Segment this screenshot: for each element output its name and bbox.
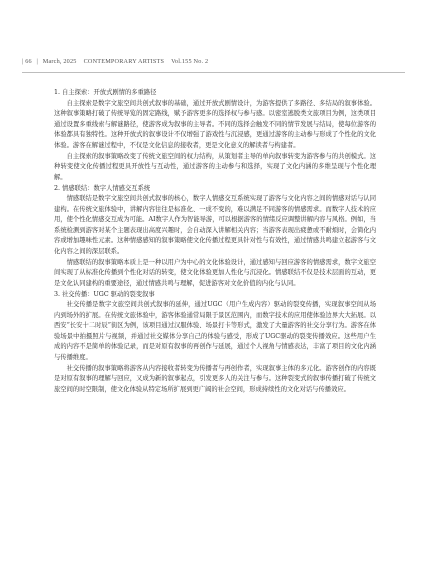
volume-info: Vol.155 No. 2	[171, 58, 209, 65]
section-3	[54, 290, 376, 396]
page-number: 66	[25, 58, 32, 65]
section-heading: 3. 社交传播：UGC 驱动的裂变叙事	[54, 290, 155, 298]
section-2	[54, 184, 376, 290]
paragraph: 情感联结是数字文旅空间共创式叙事的核心，数字人情感交互系统实现了游客与文化内容之间的情感对话与认同建构。在传统文旅体验中，讲解内容往往是标准化、一成不变的，难以满足不同游客的情感需求。而数字人技术的应用，使个性化情感交互成为可能。AI数字人作为智能导游，可以根据游客的情绪反应调整讲解内容与风格。例如，当系统检测到游客对某个主题表现出高度兴趣时，会自动深入讲解相关内容；当游客表现出疲惫或不耐烦时，会简化内容或增加趣味性元素。这种情感感知的叙事策略使文化传播过程更具针对性与有效性，通过情感共鸣建立起游客与文化内容之间的深层联系。	[54, 195, 376, 255]
running-header	[22, 58, 208, 65]
issue-date: March, 2025	[42, 58, 77, 65]
header-separator: |	[36, 58, 38, 65]
section-heading: 2. 情感联结：数字人情感交互系统	[54, 184, 151, 192]
header-rule	[22, 72, 405, 73]
paragraph: 情感联结的叙事策略本质上是一种以用户为中心的文化体验设计，通过感知与回应游客的情感需求，数字文旅空间实现了从标准化传播到个性化对话的转变，使文化体验更加人性化与沉浸化。情感联结不仅是技术层面的互动，更是文化认同建构的重要途径，通过情感共鸣与理解，促进游客对文化价值的内化与认同。	[54, 258, 376, 287]
paragraph: 社交传播是数字文旅空间共创式叙事的延伸，通过UGC（用户生成内容）驱动的裂变传播，实现叙事空间从场内到场外的扩展。在传统文旅体验中，游客体验通常局限于景区范围内，而数字技术的应用使体验边界大大拓展。以西安“长安十二时辰”街区为例，该项目通过汉服体验、场景打卡等形式，激发了大量游客的社交分享行为。游客在体验场景中拍摄照片与视频，并通过社交媒体分享自己的体验与感受，形成了UGC驱动的裂变传播效应。这些用户生成的内容不是简单的体验记录，而是对原有叙事的再创作与延展，通过个人视角与情感表达，丰富了项目的文化内涵与传播维度。	[54, 301, 376, 361]
paragraph: 自主探索的叙事策略改变了传统文旅空间的权力结构，从策划者主导的单向叙事转变为游客参与的共创模式。这种转变使文化传播过程更具开放性与互动性，通过游客的主动参与和选择，实现了文化内涵的多维呈现与个性化理解。	[54, 152, 376, 181]
section-heading: 1. 自主探索：开放式剧情的多重路径	[54, 89, 157, 96]
header-bar: |	[22, 58, 24, 65]
section-1	[54, 88, 376, 183]
journal-name: CONTEMPORARY ARTISTS	[83, 58, 165, 65]
article-body	[54, 88, 376, 396]
paragraph: 自主探索是数字文旅空间共创式叙事的基础，通过开放式剧情设计，为游客提供了多路径、多结局的叙事体验。这种叙事策略打破了传统导览的固定路线，赋予游客更多的选择权与参与感。以密室逃脱类文旅项目为例，这类项目通过设置多重线索与解谜路径，使游客成为叙事的主导者。不同的选择会触发不同的情节发展与结局，使每位游客的体验都具有独特性。这种开放式的叙事设计不仅增强了游戏性与沉浸感，更通过游客的主动参与形成了个性化的文化体验。游客在解谜过程中，不仅是文化信息的接收者，更是文化意义的解读者与构建者。	[54, 99, 376, 149]
paragraph: 社交传播的叙事策略将游客从内容接收者转变为传播者与再创作者，实现叙事主体的多元化。游客创作的内容既是对原有叙事的理解与回应，又成为新的叙事起点，引发更多人的关注与参与。这种裂变式的叙事传播打破了传统文旅空间的时空限制，使文化体验从特定场所扩展到更广阔的社会空间，形成持续性的文化对话与传播效应。	[54, 364, 376, 393]
